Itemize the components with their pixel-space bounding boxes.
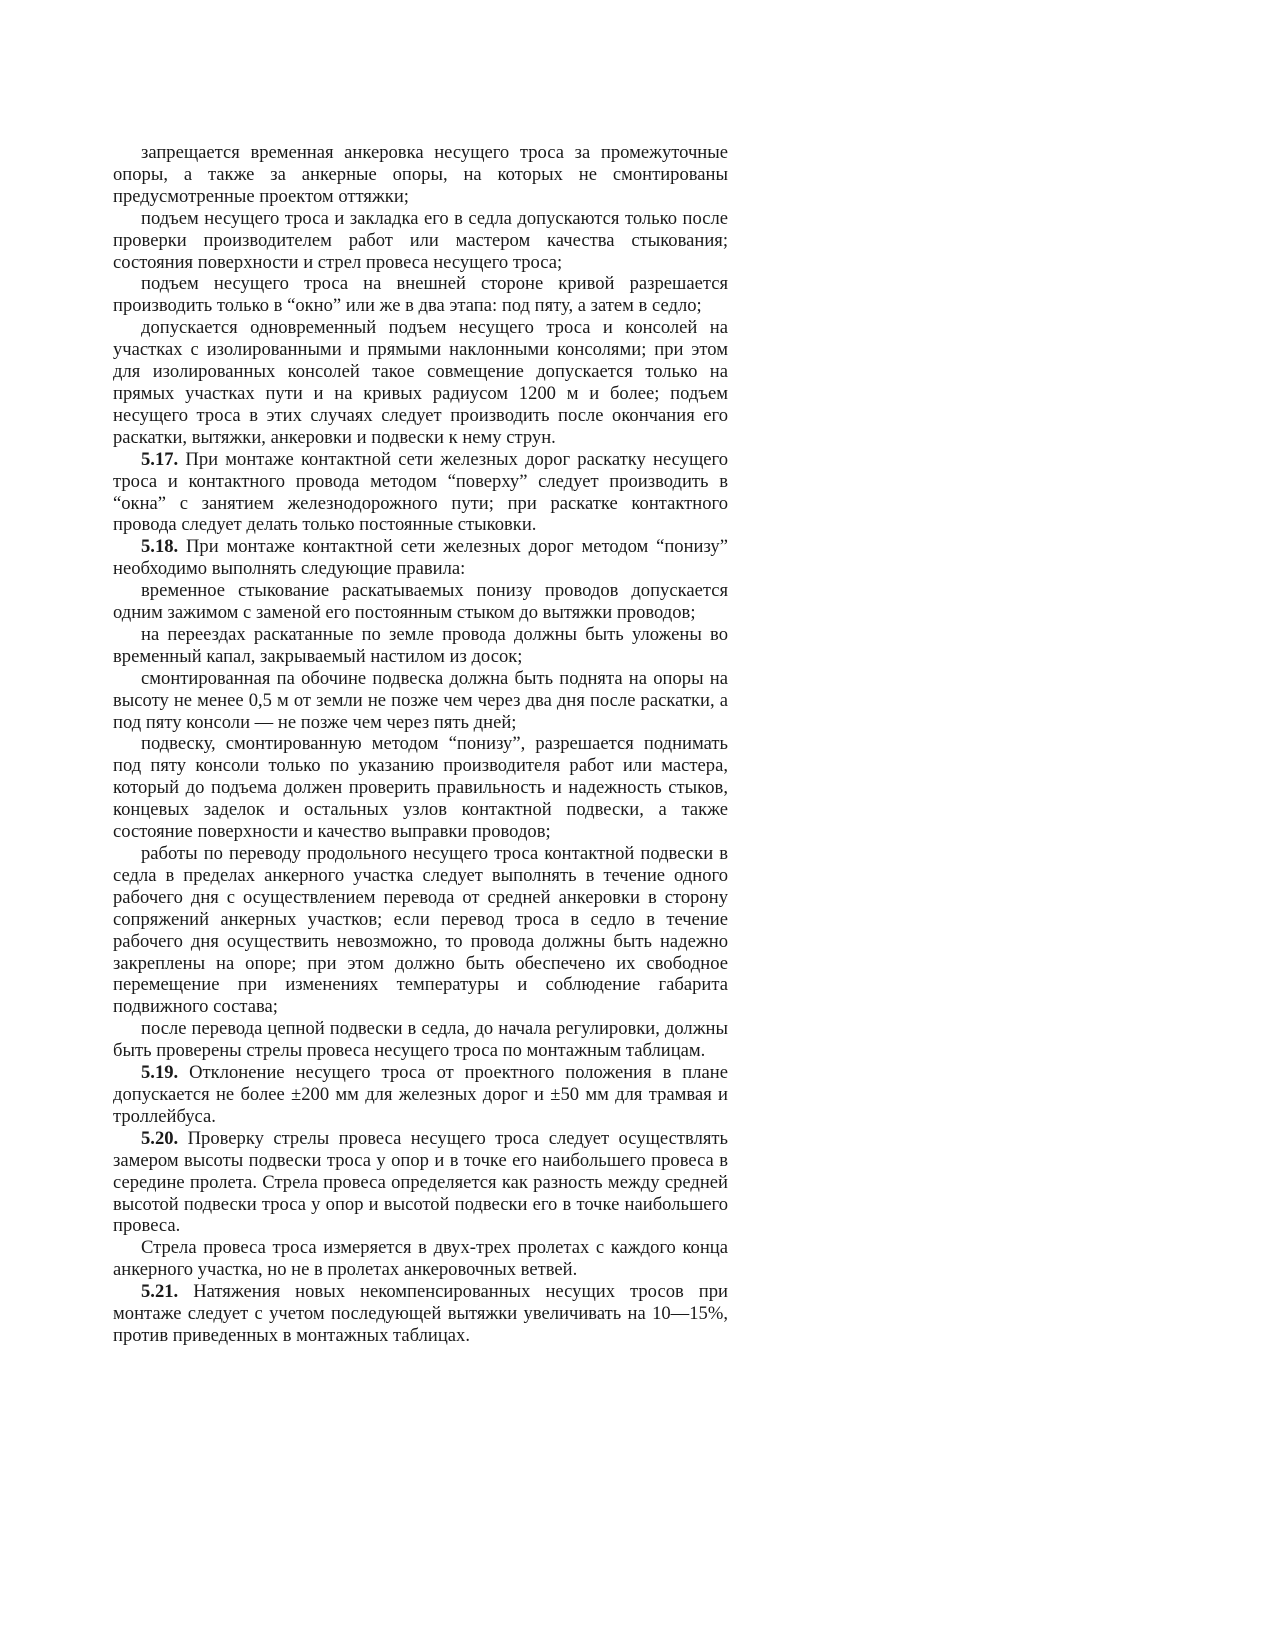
paragraph (113, 580, 728, 624)
paragraph-text: Натяжения новых некомпенсированных несущих тросов при монтаже следует с учетом последующей вытяжки увеличивать на 10—15%, против приведенных в монтажных таблицах. (113, 1281, 728, 1346)
paragraph (113, 317, 728, 448)
section-5-18 (113, 536, 728, 580)
paragraph-text: При монтаже контактной сети железных дорог раскатку несущего троса и контактного провода методом “поверху” следует производить в “окна” с занятием железнодорожного пути; при раскатке контактного провода следует делать только постоянные стыковки. (113, 448, 728, 536)
paragraph-text: запрещается временная анкеровка несущего троса за промежуточные опоры, а также за анкерные опоры, на которых не смонтированы предусмотренные проектом оттяжки; (113, 142, 728, 207)
paragraph (113, 142, 728, 208)
paragraph (113, 624, 728, 668)
paragraph-text: допускается одновременный подъем несущего троса и консолей на участках с изолированными и прямыми наклонными консолями; при этом для изолированных консолей такое совмещение допускается только на прямых участках пути и на кривых радиусом 1200 м и более; подъем несущего троса в этих случаях следует производить после окончания его раскатки, вытяжки, анкеровки и подвески к нему струн. (113, 317, 728, 448)
section-number: 5.20. (141, 1127, 179, 1149)
section-5-20 (113, 1128, 728, 1238)
paragraph (113, 843, 728, 1018)
paragraph-text: подъем несущего троса и закладка его в седла допускаются только после проверки производителем работ или мастером качества стыкования; состояния поверхности и стрел провеса несущего троса; (113, 207, 728, 273)
paragraph-text: смонтированная па обочине подвеска должна быть поднята на опоры на высоту не менее 0,5 м от земли не позже чем через два дня после раскатки, а под пяту консоли — не позже чем через пять дней; (113, 667, 728, 733)
section-5-21 (113, 1281, 728, 1347)
paragraph (113, 273, 728, 317)
paragraph-text: подвеску, смонтированную методом “понизу”, разрешается поднимать под пяту консоли только по указанию производителя работ или мастера, который до подъема должен проверить правильность и надежность стыков, концевых заделок и остальных узлов контактной подвески, а также состояние поверхности и качество выправки проводов; (113, 733, 728, 843)
paragraph (113, 1018, 728, 1062)
paragraph-text: При монтаже контактной сети железных дорог методом “понизу” необходимо выполнять следующие правила: (113, 536, 728, 580)
section-number: 5.17. (141, 448, 179, 470)
paragraph-text: на переездах раскатанные по земле провода должны быть уложены во временный капал, закрываемый настилом из досок; (113, 623, 728, 667)
paragraph (113, 208, 728, 274)
document-page (113, 142, 728, 1347)
paragraph (113, 1237, 728, 1281)
paragraph-text: Проверку стрелы провеса несущего троса следует осуществлять замером высоты подвески троса у опор и в точке его наибольшего провеса в середине пролета. Стрела провеса определяется как разность между средней высотой подвески троса у опор и высотой подвески его в точке наибольшего провеса. (113, 1127, 728, 1237)
paragraph (113, 668, 728, 734)
section-5-17 (113, 449, 728, 537)
paragraph-text: временное стыкование раскатываемых понизу проводов допускается одним зажимом с заменой его постоянным стыком до вытяжки проводов; (113, 580, 728, 624)
paragraph (113, 733, 728, 843)
paragraph-text: Отклонение несущего троса от проектного положения в плане допускается не более ±200 мм для железных дорог и ±50 мм для трамвая и троллейбуса. (113, 1062, 728, 1127)
paragraph-text: после перевода цепной подвески в седла, до начала регулировки, должны быть проверены стрелы провеса несущего троса по монтажным таблицам. (113, 1018, 728, 1062)
section-5-19 (113, 1062, 728, 1128)
paragraph-text: Стрела провеса троса измеряется в двух-трех пролетах с каждого конца анкерного участка, но не в пролетах анкеровочных ветвей. (113, 1237, 728, 1281)
section-number: 5.18. (141, 536, 179, 558)
paragraph-text: работы по переводу продольного несущего троса контактной подвески в седла в пределах анкерного участка следует выполнять в течение одного рабочего дня с осуществлением перевода от средней анкеровки в сторону сопряжений анкерных участков; если перевод троса в седло в течение рабочего дня осуществить невозможно, то провода должны быть надежно закреплены на опоре; при этом должно быть обеспечено их свободное перемещение при изменениях температуры и соблюдение габарита подвижного состава; (113, 843, 728, 1018)
paragraph-text: подъем несущего троса на внешней стороне кривой разрешается производить только в “окно” или же в два этапа: под пяту, а затем в седло; (113, 273, 728, 317)
section-number: 5.19. (141, 1062, 179, 1084)
section-number: 5.21. (141, 1281, 179, 1303)
